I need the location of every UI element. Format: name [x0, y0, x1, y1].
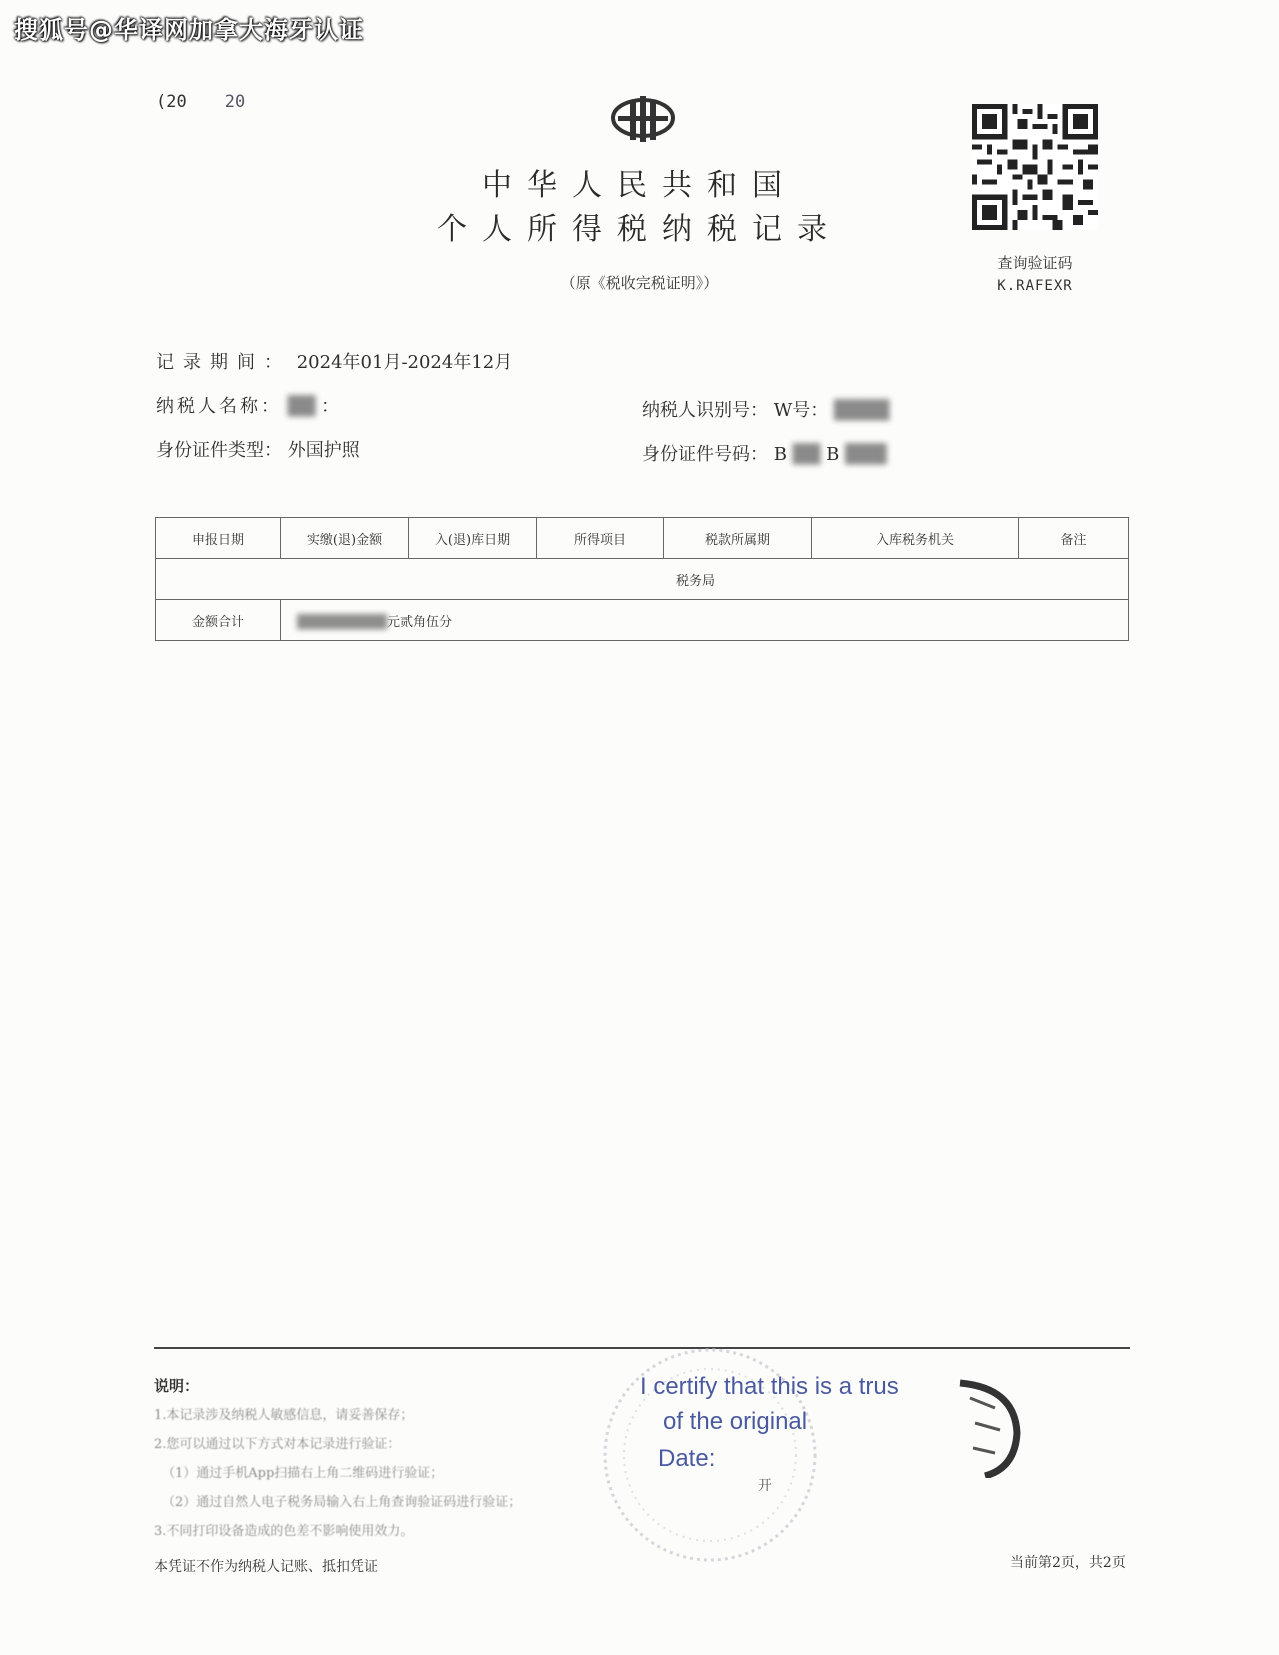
idno-redacted2: ███ [845, 444, 887, 465]
idno-redacted: ██ [792, 444, 821, 465]
corner-code-b: 20 [224, 92, 246, 112]
notes-section [154, 1372, 521, 1546]
footer-disclaimer: 本凭证不作为纳税人记账、抵扣凭证 [154, 1559, 378, 1575]
taxid-row [642, 396, 889, 422]
notes-heading: 说明： [154, 1377, 200, 1395]
idno-value2: B [826, 444, 840, 465]
cert-line-4: 开 [758, 1477, 772, 1493]
header-tax-office: 入库税务机关 [812, 518, 1019, 559]
header-storage-date: 入(退)库日期 [409, 518, 537, 559]
cert-line-3: Date: [658, 1445, 716, 1472]
note-line-2: 2.您可以通过以下方式对本记录进行验证： [154, 1437, 401, 1452]
name-label: 纳税人名称： [156, 396, 282, 417]
tax-emblem-icon [608, 94, 678, 144]
total-label: 金额合计 [156, 600, 281, 641]
note-line-1: 1.本记录涉及纳税人敏感信息，请妥善保存； [154, 1408, 414, 1423]
period-row [156, 348, 512, 374]
taxid-label: 纳税人识别号： [642, 400, 768, 421]
total-redacted: █████████ [297, 614, 387, 630]
name-redacted: ██ [287, 396, 316, 417]
taxid-redacted: ████ [833, 400, 890, 421]
qr-code [972, 104, 1098, 230]
name-row [156, 392, 339, 418]
header-report-date: 申报日期 [156, 518, 281, 559]
header-income-item: 所得项目 [537, 518, 664, 559]
header-remarks: 备注 [1019, 518, 1129, 559]
subtitle: （原《税收完税证明》） [560, 274, 719, 292]
idtype-label: 身份证件类型： [156, 440, 282, 461]
title-line2: 个人所得税纳税记录 [437, 212, 842, 247]
header-tax-period: 税款所属期 [664, 518, 812, 559]
watermark-text: 搜狐号@华译网加拿大海牙认证 [14, 16, 364, 44]
total-value: 元贰角伍分 [386, 614, 452, 630]
note-line-3: （1）通过手机App扫描右上角二维码进行验证； [162, 1466, 444, 1481]
official-seal-fragment [955, 1378, 1025, 1478]
note-line-5: 3.不同打印设备造成的色差不影响使用效力。 [154, 1524, 414, 1539]
row-tax-bureau: 税务局 [156, 559, 1129, 600]
corner-code-a: (20 [156, 92, 187, 112]
title-line1: 中华人民共和国 [482, 168, 797, 203]
header-amount: 实缴(退)金额 [281, 518, 409, 559]
name-value: ： [321, 396, 340, 417]
cert-line-1: I certify that this is a trus [640, 1373, 899, 1400]
idno-label: 身份证件号码： [642, 444, 768, 465]
corner-code [156, 92, 245, 112]
period-value: 2024年01月-2024年12月 [296, 352, 513, 373]
page-indicator: 当前第2页，共2页 [1010, 1555, 1126, 1571]
idtype-value: 外国护照 [287, 440, 360, 461]
total-value-cell [281, 600, 1129, 641]
table-row [156, 559, 1129, 600]
idno-value: B [773, 444, 787, 465]
taxid-value: W号： [773, 400, 829, 421]
note-line-4: （2）通过自然人电子税务局输入右上角查询验证码进行验证； [162, 1495, 522, 1510]
period-label: 记录期间： [156, 352, 291, 373]
table-total-row [156, 600, 1129, 641]
cert-line-2: of the original [663, 1408, 808, 1435]
verify-code-value: K.RAFEXR [997, 278, 1073, 294]
tax-record-table [155, 517, 1129, 641]
verify-code-label: 查询验证码 [997, 254, 1073, 272]
idtype-row [156, 436, 360, 462]
table-header-row [156, 518, 1129, 559]
idno-row [642, 440, 887, 466]
